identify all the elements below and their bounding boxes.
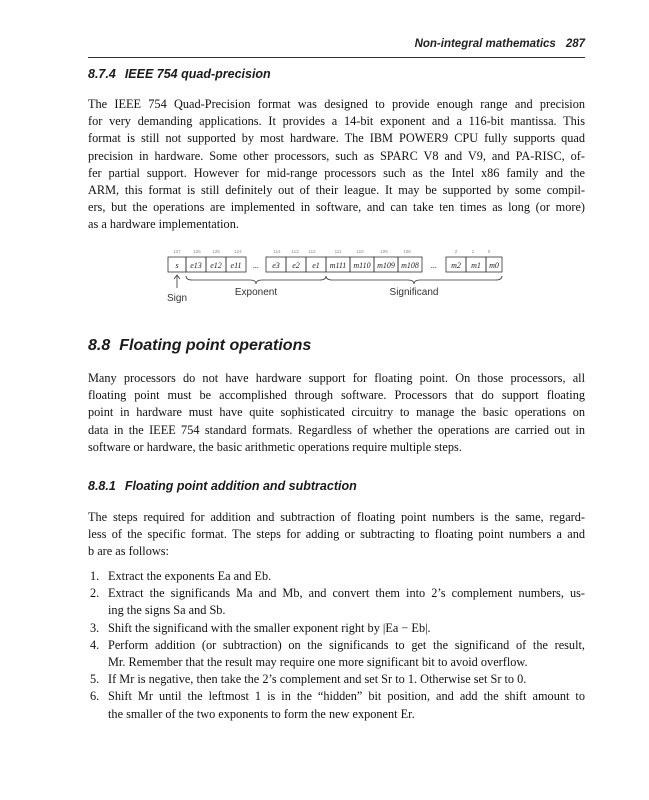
page-number: 287: [565, 38, 585, 50]
paragraph-floating-point-operations: [88, 370, 585, 456]
step-number: 5.: [90, 672, 100, 687]
section-number: 8.7.4: [88, 67, 116, 81]
bit-label: 0: [487, 249, 491, 254]
cell-exponent-bit: e12: [210, 261, 222, 270]
addition-steps-list: [88, 568, 585, 723]
bit-label: 1: [471, 249, 475, 254]
text-line: Shift Mr until the leftmost 1 is in the “hidden” bit position, and add the shift amount to: [108, 689, 585, 704]
cell-significand-bit: m108: [401, 261, 419, 270]
bit-label: 111: [334, 249, 342, 254]
text-line: ing the signs Sa and Sb.: [108, 603, 226, 618]
bit-label: 2: [454, 249, 458, 254]
running-title: Non-integral mathematics: [414, 38, 556, 50]
section-heading-quad-precision: [88, 67, 271, 81]
cell-exponent-bit: e1: [312, 261, 320, 270]
section-heading-addition-subtraction: [88, 479, 357, 493]
cell-sign: s: [175, 261, 179, 270]
cell-significand-bit: m0: [489, 261, 499, 270]
cell-ellipsis: ...: [431, 261, 437, 270]
list-item: [88, 688, 585, 722]
cell-significand-bit: m1: [471, 261, 481, 270]
cell-exponent-bit: e11: [230, 261, 242, 270]
exponent-label: Exponent: [234, 287, 278, 298]
bit-label: 110: [356, 249, 364, 254]
header-rule: [88, 57, 585, 58]
text-line: Extract the significands Ma and Mb, and convert them into 2’s complement numbers, us-: [108, 586, 585, 601]
text-line: for very demanding applications. It provides a 14-bit exponent and a 116-bit mantissa. This: [88, 114, 585, 129]
step-number: 1.: [90, 569, 100, 583]
text-line: The IEEE 754 Quad-Precision format was designed to provide enough range and precision: [88, 97, 585, 111]
sign-arrow-icon: [174, 275, 180, 288]
paragraph-quad-precision: [88, 96, 585, 234]
quad-precision-bit-layout-figure: [160, 244, 505, 304]
bit-label: 112: [308, 249, 316, 254]
paragraph-addition-intro: [88, 509, 585, 561]
text-line: ARM, this format is still definitely out of their league. It may be supported by some compil-: [88, 183, 585, 198]
section-number: 8.8.1: [88, 479, 116, 493]
text-line: Perform addition (or subtraction) on the significands to get the significand of the result,: [108, 637, 585, 652]
cell-significand-bit: m2: [451, 261, 461, 270]
running-header: [415, 38, 585, 50]
text-line: precision in hardware. Some other processors, such as SPARC V8 and V9, and PA-RISC, of-: [88, 148, 585, 163]
text-line: less of the specific format. The steps for adding or subtracting to floating point numbers a and: [88, 527, 585, 542]
sign-label: Sign: [166, 293, 188, 304]
step-number: 3.: [90, 620, 100, 635]
bit-label: 113: [291, 249, 299, 254]
text-line: software or hardware, the basic arithmetic operations require multiple steps.: [88, 439, 462, 454]
list-item: [88, 585, 585, 619]
section-title: Floating point operations: [119, 337, 312, 354]
text-line: Shift the significand with the smaller exponent right by |Ea − Eb|.: [108, 620, 431, 635]
list-item: [88, 620, 585, 637]
bit-label: 127: [173, 249, 181, 254]
text-line: format is still not supported by most hardware. The IBM POWER9 CPU fully supports quad: [88, 131, 585, 146]
section-title: IEEE 754 quad-precision: [124, 67, 271, 81]
cell-exponent-bit: e3: [272, 261, 280, 270]
text-line: If Mr is negative, then take the 2’s complement and set Sr to 1. Otherwise set Sr to 0.: [108, 672, 527, 687]
text-line: fer partial support. However for mid-range processors such as the Intel x86 family and the: [88, 165, 585, 180]
significand-brace: [326, 276, 502, 284]
cell-significand-bit: m111: [329, 261, 347, 270]
cell-significand-bit: m110: [353, 261, 371, 270]
text-line: b are as follows:: [88, 544, 169, 559]
cell-exponent-bit: e2: [292, 261, 300, 270]
text-line: the smaller of the two exponents to form the new exponent Er.: [108, 706, 415, 721]
significand-label: Significand: [389, 287, 439, 298]
cell-significand-bit: m109: [377, 261, 395, 270]
text-line: Mr. Remember that the result may require one more significant bit to avoid overflow.: [108, 655, 528, 670]
step-number: 6.: [90, 689, 100, 704]
text-line: floating point must be accomplished through software. Processors that do support floating: [88, 388, 585, 403]
text-line: Extract the exponents Ea and Eb.: [108, 569, 272, 583]
step-number: 4.: [90, 637, 100, 652]
list-item: [88, 637, 585, 671]
bit-label: 125: [212, 249, 220, 254]
cell-exponent-bit: e13: [190, 261, 202, 270]
bit-label: 114: [273, 249, 281, 254]
text-line: ers, but the operations are implemented in software, and can take ten times as long (or more): [88, 200, 585, 215]
section-number: 8.8: [88, 337, 111, 354]
bit-label: 108: [403, 249, 411, 254]
cell-ellipsis: ...: [253, 261, 259, 270]
list-item: [88, 568, 585, 585]
list-item: [88, 671, 585, 688]
text-line: point in hardware must have quite sophisticated circuitry to manage the basic operations on: [88, 405, 585, 420]
text-line: Many processors do not have hardware support for floating point. On those processors, all: [88, 371, 585, 385]
text-line: The steps required for addition and subtraction of floating point numbers is the same, regard-: [88, 510, 585, 524]
bit-label: 124: [234, 249, 242, 254]
bit-label: 126: [193, 249, 201, 254]
text-line: as a hardware implementation.: [88, 217, 239, 232]
section-title: Floating point addition and subtraction: [124, 479, 357, 493]
section-heading-floating-point-operations: [88, 337, 311, 355]
bit-layout-diagram: [160, 244, 505, 304]
step-number: 2.: [90, 586, 100, 601]
bit-label: 109: [380, 249, 388, 254]
text-line: data in the IEEE 754 standard formats. Regardless of whether the operations are carried out in: [88, 422, 585, 437]
exponent-brace: [186, 276, 326, 284]
